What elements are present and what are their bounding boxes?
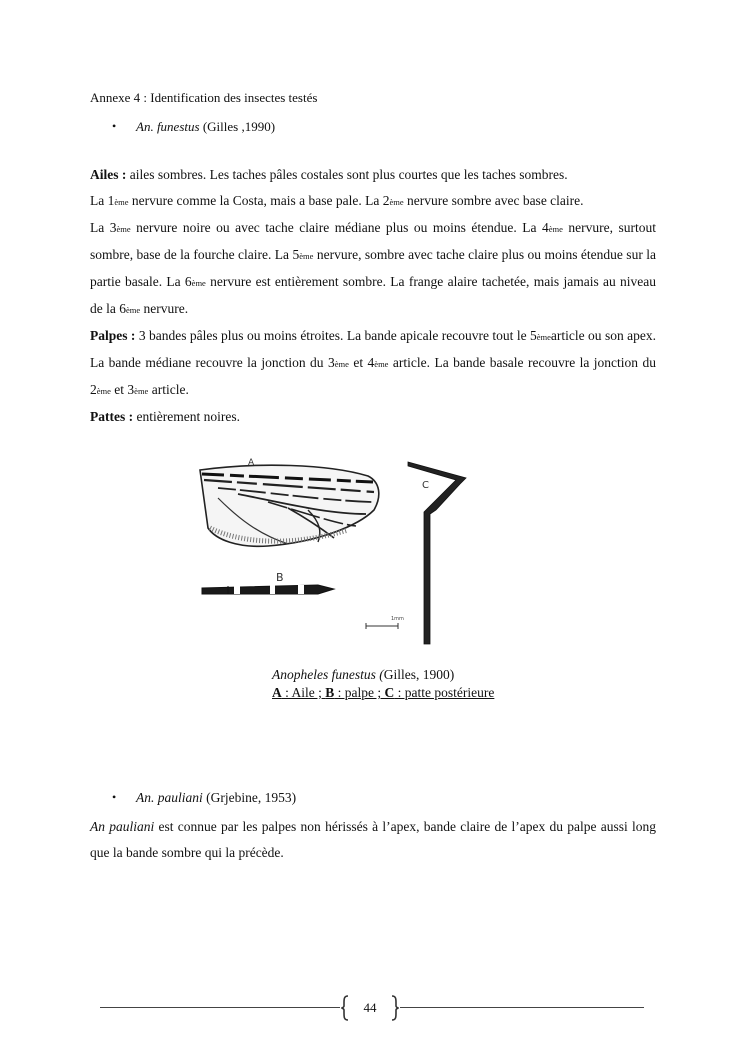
palpes-paragraph: Palpes : 3 bandes pâles plus ou moins étroites. La bande apicale recouvre tout le 5èmearticle ou son apex. La bande médiane recouvre la jonction du 3ème et 4ème article. La bande basale recouvre la jonction du 2ème et 3ème article.: [90, 328, 657, 397]
label-c: C: [422, 480, 429, 491]
pattes-label: Pattes :: [90, 409, 134, 424]
caption-line-2: A : Aile ; B : palpe ; C : patte postérieure: [272, 685, 495, 700]
species-author: (Grjebine, 1953): [202, 790, 297, 805]
leg-drawing: [408, 462, 466, 644]
species-item-pauliani: [112, 790, 412, 808]
bullet-icon: •: [112, 119, 117, 133]
description-funestus: [90, 162, 656, 430]
species-item-funestus: [112, 119, 412, 137]
ailes-paragraph: Ailes : ailes sombres. Les taches pâles costales sont plus courtes que les taches sombres. La 1ème nervure comme la Costa, mais a base pale. La 2ème nervure sombre avec base claire. La 3ème nervure noire ou avec tache claire médiane plus ou moins étendue. La 4ème nervure, surtout sombre, base de la fourche claire. La 5ème nervure, sombre avec tache claire plus ou moins étendue sur la partie basale. La 6ème nervure est entièrement sombre. La frange alaire tachetée, mais jamais au niveau de la 6ème nervure.: [90, 167, 656, 316]
species-name: An. funestus: [136, 119, 200, 134]
page-number: 44: [363, 1000, 377, 1015]
scale-label: 1mm: [391, 616, 404, 622]
species-author: (Gilles ,1990): [199, 119, 276, 134]
label-b: B: [276, 571, 284, 584]
palpes-label: Palpes :: [90, 328, 136, 343]
anopheles-figure: [198, 458, 473, 646]
pattes-paragraph: Pattes : entièrement noires.: [90, 409, 240, 424]
caption-line-1: Anopheles funestus (Gilles, 1900): [272, 667, 455, 682]
description-pauliani: An pauliani est connue par les palpes non hérissés à l’apex, bande claire de l’apex du palpe aussi long que la bande sombre qui la précède.: [90, 819, 656, 860]
palp-drawing: [202, 585, 334, 594]
bullet-icon: •: [112, 790, 117, 804]
figure-caption: [272, 666, 494, 702]
annex-heading: Annexe 4 : Identification des insectes testés: [90, 90, 318, 105]
species-name: An. pauliani: [136, 790, 203, 805]
wing-drawing: [200, 465, 379, 546]
footer-rule-left: [100, 1007, 340, 1008]
ailes-label: Ailes :: [90, 167, 127, 182]
footer-rule-right: [400, 1007, 644, 1008]
label-a: A: [248, 458, 255, 468]
scale-bar: [366, 623, 398, 629]
